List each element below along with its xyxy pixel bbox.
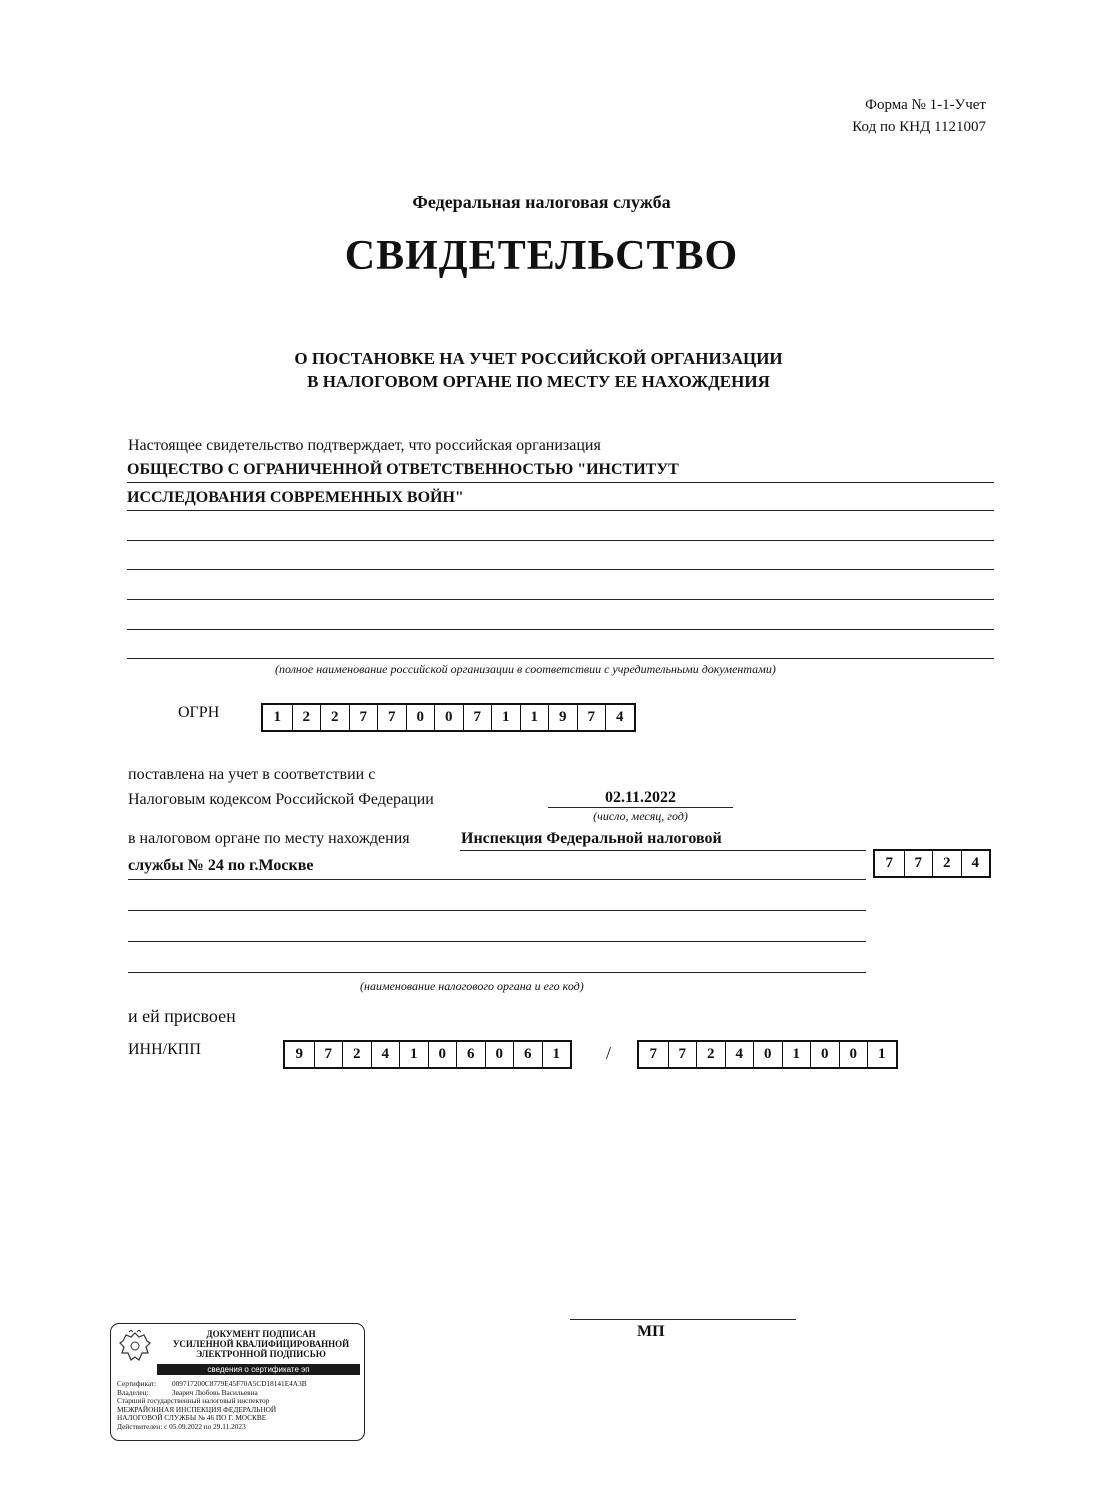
org-line-2 — [127, 510, 994, 511]
org-name-line-1: ОБЩЕСТВО С ОГРАНИЧЕННОЙ ОТВЕТСТВЕННОСТЬЮ "ИНСТИТУТ — [127, 461, 679, 478]
stamp-heading-line-2: УСИЛЕННОЙ КВАЛИФИЦИРОВАННОЙ — [172, 1339, 350, 1349]
inn-digit: 2 — [342, 1042, 371, 1067]
stamp-valid-row — [117, 1423, 362, 1432]
kpp-digit: 1 — [782, 1042, 811, 1067]
kpp-digit: 7 — [668, 1042, 697, 1067]
assigned-label: и ей присвоен — [128, 1006, 236, 1026]
kpp-digit: 4 — [725, 1042, 754, 1067]
ogrn-digit: 7 — [349, 705, 378, 730]
stamp-bar: сведения о сертификате эп — [157, 1364, 360, 1375]
ogrn-digit: 1 — [491, 705, 520, 730]
ogrn-digit: 7 — [463, 705, 492, 730]
inn-kpp-separator: / — [606, 1043, 612, 1063]
tax-line-1 — [460, 850, 866, 851]
inn-digit: 9 — [295, 1046, 303, 1062]
document-subtitle — [0, 347, 1077, 393]
kpp-digit: 2 — [696, 1042, 725, 1067]
inn-digit: 4 — [371, 1042, 400, 1067]
org-name-caption: (полное наименование российской организации в соответствии с учредительными документами) — [275, 662, 776, 676]
date-line — [548, 807, 733, 808]
kpp-cells — [637, 1040, 898, 1069]
intro-text: Настоящее свидетельство подтверждает, что российская организация — [128, 437, 601, 454]
tax-line-2 — [128, 879, 866, 880]
registration-date: 02.11.2022 — [604, 789, 677, 806]
inn-digit: 6 — [513, 1042, 542, 1067]
tax-code-digit: 4 — [961, 851, 990, 876]
inn-kpp-label: ИНН/КПП — [128, 1041, 201, 1058]
certificate-label: Сертификат: — [117, 1379, 157, 1388]
inn-digit: 1 — [542, 1042, 571, 1067]
inn-digit: 0 — [428, 1042, 457, 1067]
stamp-heading-line-3: ЭЛЕКТРОННОЙ ПОДПИСЬЮ — [196, 1349, 326, 1359]
tax-line-4 — [128, 941, 866, 942]
kpp-digit: 7 — [649, 1046, 657, 1062]
tax-authority-caption: (наименование налогового органа и его код) — [360, 979, 584, 993]
stamp-details — [117, 1380, 362, 1432]
coat-of-arms-icon — [117, 1330, 153, 1364]
tax-code-digit: 7 — [904, 851, 933, 876]
stamp-heading — [161, 1329, 361, 1359]
ogrn-digit: 2 — [292, 705, 321, 730]
knd-code: Код по КНД 1121007 — [852, 119, 986, 135]
kpp-digit: 0 — [810, 1042, 839, 1067]
org-line-6 — [127, 629, 994, 630]
signature-line — [570, 1319, 796, 1320]
org-line-1 — [127, 482, 994, 483]
tax-code-cells — [873, 849, 991, 878]
ogrn-digit: 4 — [605, 705, 634, 730]
inn-digit: 7 — [314, 1042, 343, 1067]
valid-label: Действителен: — [117, 1421, 163, 1431]
form-number-block — [780, 94, 986, 138]
ogrn-digit: 2 — [320, 705, 349, 730]
document-title: СВИДЕТЕЛЬСТВО — [344, 233, 739, 279]
ogrn-digit: 9 — [548, 705, 577, 730]
inn-digit: 0 — [485, 1042, 514, 1067]
authority-name: Федеральная налоговая служба — [412, 192, 671, 212]
org-name-line-2: ИССЛЕДОВАНИЯ СОВРЕМЕННЫХ ВОЙН" — [127, 489, 464, 506]
tax-authority-name-1: Инспекция Федеральной налоговой — [461, 830, 722, 847]
valid-value: с 05.09.2022 по 29.11.2023 — [164, 1421, 246, 1431]
date-caption: (число, месяц, год) — [593, 809, 688, 823]
subtitle-line-1: О ПОСТАНОВКЕ НА УЧЕТ РОССИЙСКОЙ ОРГАНИЗАЦИИ — [294, 349, 783, 368]
registration-line-1: поставлена на учет в соответствии с — [128, 766, 376, 783]
org-line-4 — [127, 569, 994, 570]
tax-authority-label: в налоговом органе по месту нахождения — [128, 830, 410, 847]
ogrn-digit: 1 — [273, 709, 281, 725]
position-line-1: Старший государственный налоговый инспектор — [117, 1396, 270, 1406]
ogrn-label: ОГРН — [178, 704, 220, 721]
registration-line-2: Налоговым кодексом Российской Федерации — [128, 791, 434, 808]
stamp-heading-line-1: ДОКУМЕНТ ПОДПИСАН — [206, 1329, 316, 1339]
org-line-3 — [127, 540, 994, 541]
kpp-digit: 0 — [753, 1042, 782, 1067]
tax-code-digit: 7 — [885, 855, 893, 871]
tax-code-digit: 2 — [932, 851, 961, 876]
inn-digit: 6 — [456, 1042, 485, 1067]
form-number: Форма № 1-1-Учет — [865, 97, 986, 113]
ogrn-cells — [261, 703, 636, 732]
ogrn-digit: 7 — [577, 705, 606, 730]
tax-line-5 — [128, 972, 866, 973]
ogrn-digit: 7 — [377, 705, 406, 730]
kpp-digit: 1 — [867, 1042, 896, 1067]
subtitle-line-2: В НАЛОГОВОМ ОРГАНЕ ПО МЕСТУ ЕЕ НАХОЖДЕНИЯ — [307, 372, 770, 391]
tax-authority-name-2: службы № 24 по г.Москве — [128, 857, 314, 874]
owner-label: Владелец: — [117, 1387, 149, 1397]
certificate-value: 009717200C8779E45F70A5CD18141E4A3B — [172, 1379, 307, 1388]
ogrn-digit: 0 — [406, 705, 435, 730]
tax-line-3 — [128, 910, 866, 911]
position-line-2: МЕЖРАЙОННАЯ ИНСПЕКЦИЯ ФЕДЕРАЛЬНОЙ — [117, 1404, 277, 1414]
inn-digit: 1 — [399, 1042, 428, 1067]
kpp-digit: 0 — [839, 1042, 868, 1067]
position-line-3: НАЛОГОВОЙ СЛУЖБЫ № 46 ПО Г. МОСКВЕ — [117, 1413, 267, 1423]
inn-cells — [283, 1040, 572, 1069]
ogrn-digit: 1 — [520, 705, 549, 730]
e-signature-stamp — [110, 1323, 365, 1441]
org-line-5 — [127, 599, 994, 600]
org-line-7 — [127, 658, 994, 659]
seal-label: МП — [637, 1323, 665, 1340]
ogrn-digit: 0 — [434, 705, 463, 730]
owner-value: Зварич Любовь Васильевна — [172, 1387, 258, 1397]
